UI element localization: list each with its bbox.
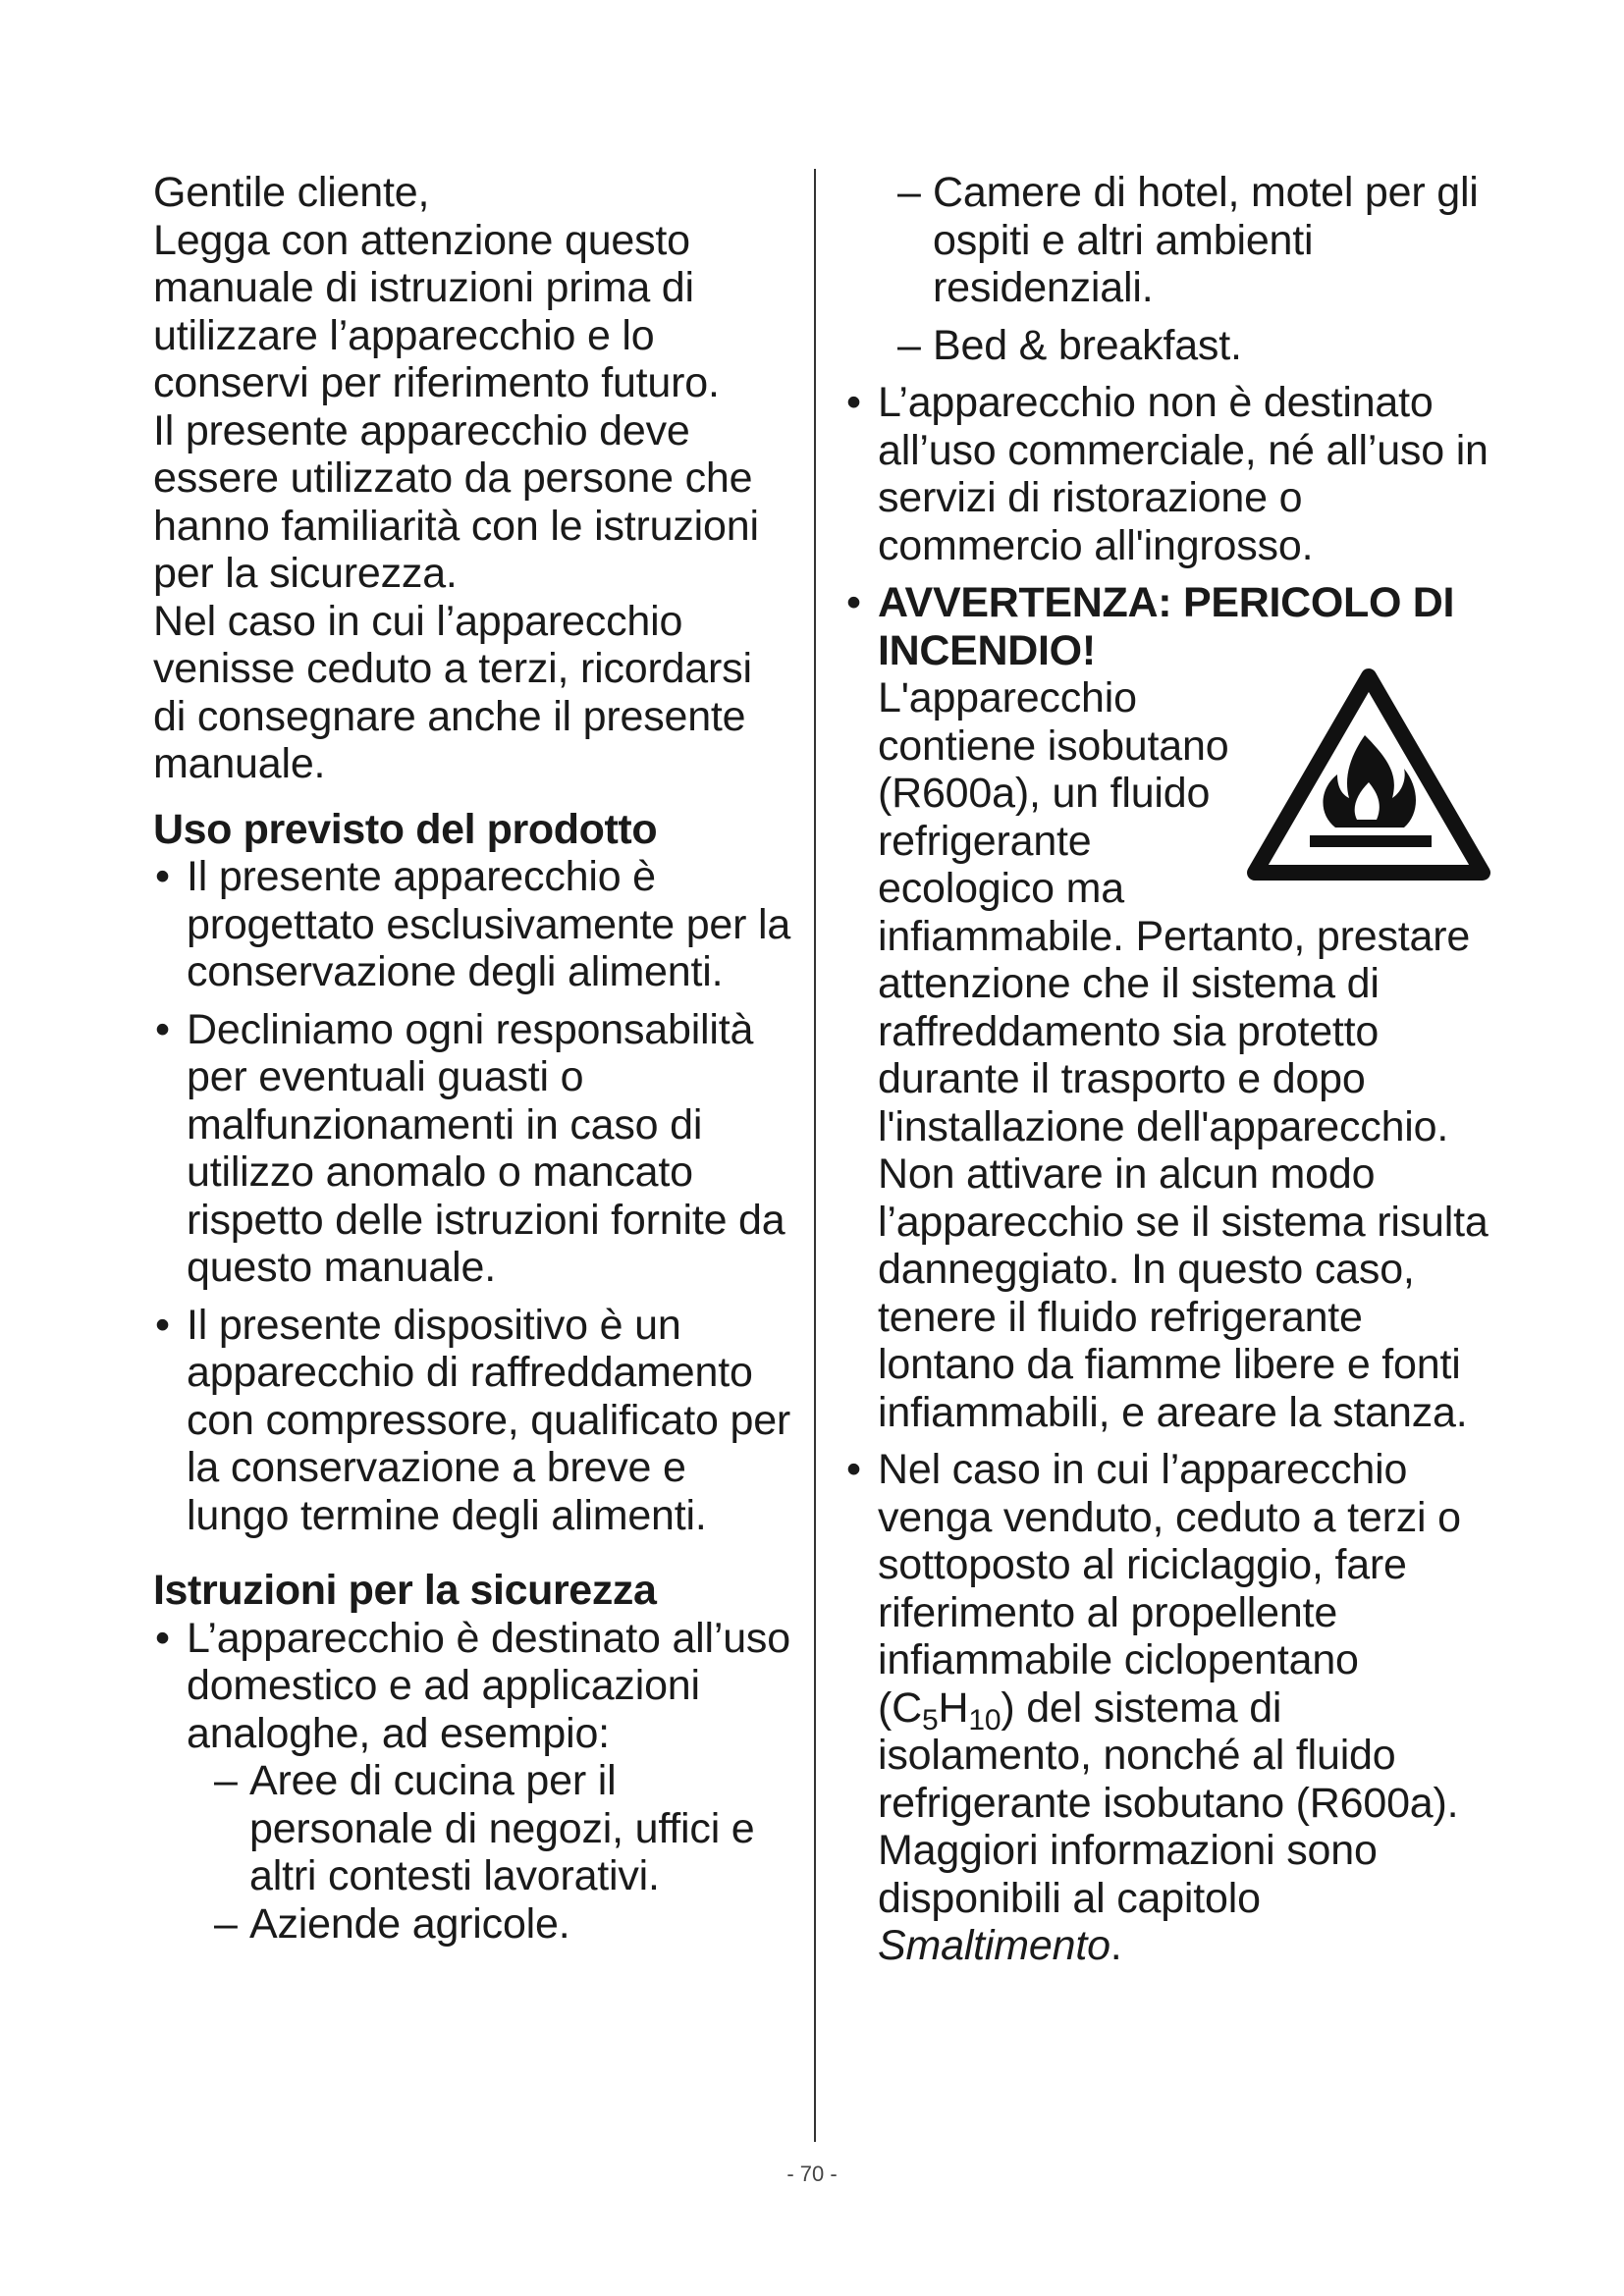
intro-paragraph: Legga con attenzione questo manuale di istruzioni prima di utilizzare l’apparecchio e lo conservi per riferimento futuro.	[153, 216, 720, 406]
right-column	[844, 169, 1492, 1970]
intro-paragraph: Nel caso in cui l’apparecchio venisse ceduto a terzi, ricordarsi di consegnare anche il presente manuale.	[153, 597, 752, 787]
warning-heading: • AVVERTENZA: PERICOLO DI INCENDIO!	[878, 579, 1455, 674]
list-item: • Decliniamo ogni responsabilità per eventuali guasti o malfunzionamenti in caso di utilizzo anomalo o mancato rispetto delle istruzioni fornite da questo manuale.	[153, 1006, 791, 1292]
section-heading-uso-previsto: Uso previsto del prodotto	[153, 805, 658, 853]
sub-list-item: – Aree di cucina per il personale di negozi, uffici e altri contesti lavorativi.	[214, 1757, 791, 1900]
sub-list-item: – Bed & breakfast.	[897, 322, 1492, 370]
chapter-reference: Smaltimento	[878, 1922, 1110, 1969]
list-item: • L’apparecchio non è destinato all’uso commerciale, né all’uso in servizi di ristorazione o commercio all'ingrosso.	[844, 379, 1492, 569]
list-item: • L’apparecchio è destinato all’uso domestico e ad applicazioni analoghe, ad esempio:	[153, 1615, 791, 1758]
warning-item	[844, 579, 1492, 1436]
section-heading-sicurezza: Istruzioni per la sicurezza	[153, 1567, 657, 1614]
sub-list-item: – Camere di hotel, motel per gli ospiti e altri ambienti residenziali.	[897, 169, 1492, 312]
page-number: - 70 -	[786, 2162, 838, 2186]
list-item: • Il presente dispositivo è un apparecchio di raffreddamento con compressore, qualificato per la conservazione a breve e lungo termine degli alimenti.	[153, 1302, 791, 1540]
sub-list-item: – Aziende agricole.	[214, 1900, 791, 1949]
column-divider	[814, 169, 816, 2142]
left-column	[153, 169, 791, 1948]
intro-paragraph: Il presente apparecchio deve essere utilizzato da persone che hanno familiarità con le istruzioni per la sicurezza.	[153, 406, 759, 597]
list-item: • Nel caso in cui l’apparecchio venga venduto, ceduto a terzi o sottoposto al riciclaggio, fare riferimento al propellente infiammabile ciclopentano $(C_5H_{10})$ del sistema di isolamento, nonché al fluido refrigerante isobutano (R600a). Maggiori informazioni sono disponibili al capitolo Smaltimento.	[844, 1446, 1492, 1970]
greeting: Gentile cliente,	[153, 169, 430, 216]
list-item: • Il presente apparecchio è progettato esclusivamente per la conservazione degli alimenti.	[153, 853, 791, 996]
warning-text: L'apparecchio contiene isobutano (R600a), un fluido refrigerante ecologico ma infiammabile. Pertanto, prestare attenzione che il sistema di raffreddamento sia protetto durante il trasporto e dopo l'installazione dell'apparecchio. Non attivare in alcun modo l’apparecchio se il sistema risulta danneggiato. In questo caso, tenere il fluido refrigerante lontano da fiamme libere e fonti infiammabili, e areare la stanza.	[878, 674, 1489, 1436]
flammable-warning-icon	[1245, 667, 1492, 884]
